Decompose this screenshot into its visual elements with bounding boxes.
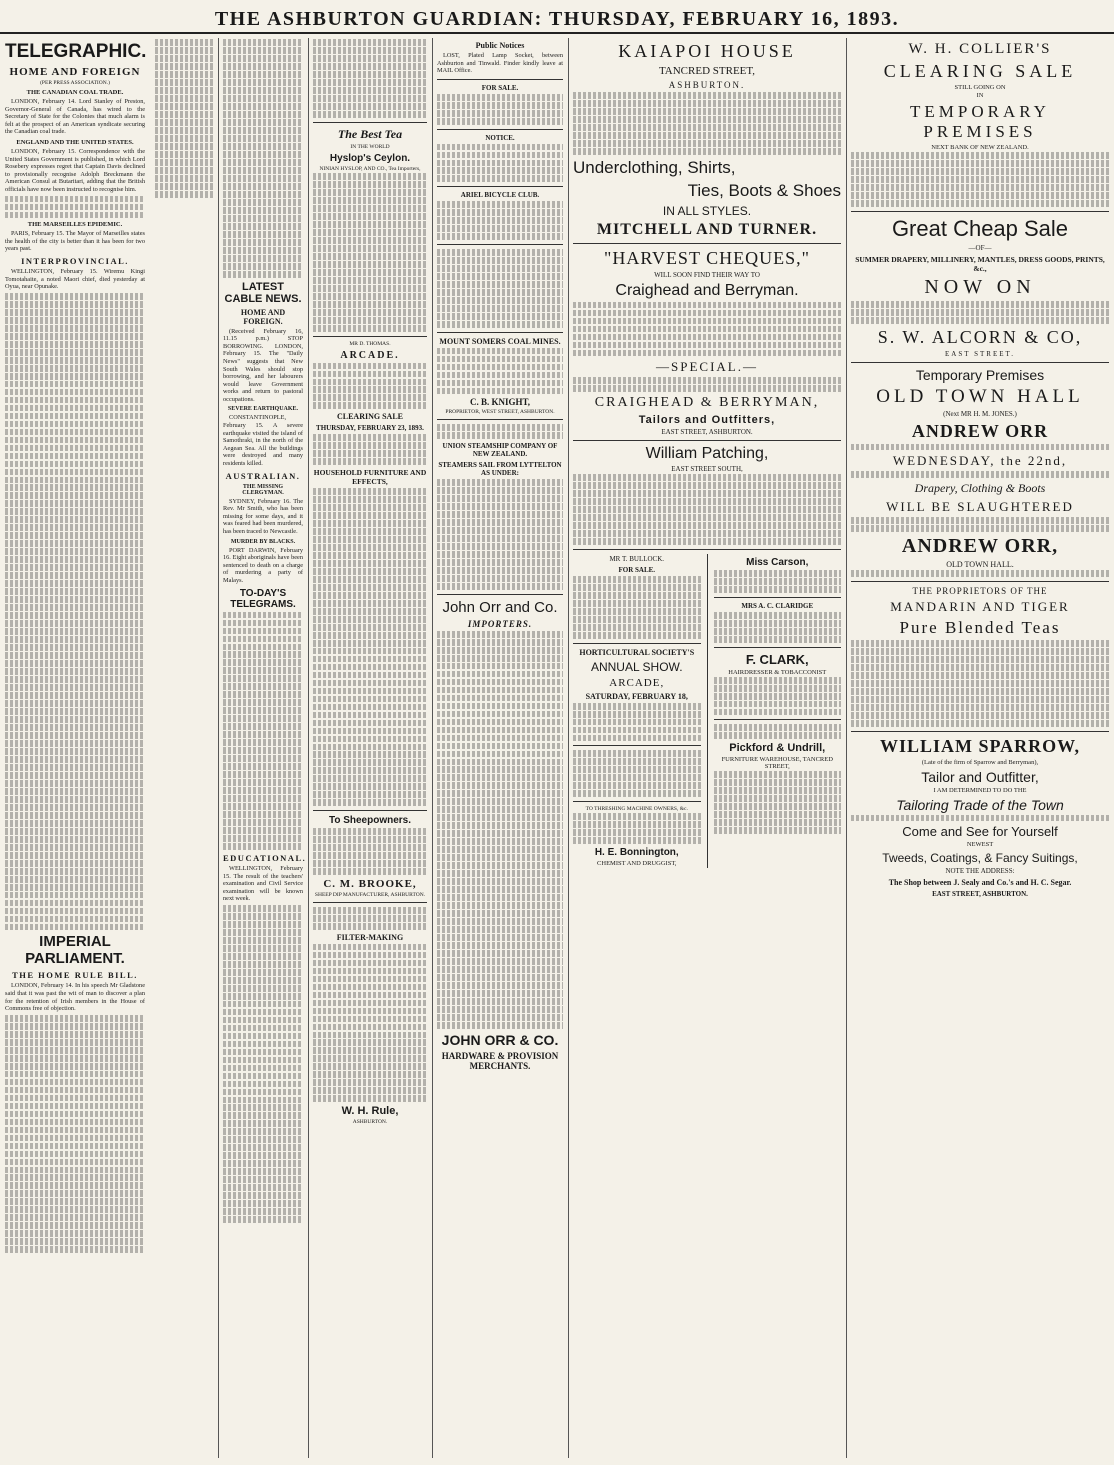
ad-heading: NOW ON: [924, 275, 1036, 298]
ad-heading: WEDNESDAY, the 22nd,: [892, 453, 1068, 469]
article-heading: IMPERIAL PARLIAMENT.: [25, 933, 125, 968]
article-heading: MURDER BY BLACKS.: [230, 538, 296, 545]
ad-heading: HOUSEHOLD FURNITURE AND EFFECTS,: [313, 468, 427, 486]
ad-heading: CRAIGHEAD & BERRYMAN,: [594, 395, 820, 411]
ad-line: PROPRIETOR, WEST STREET, ASHBURTON.: [445, 409, 555, 416]
section-subtitle: HOME AND FOREIGN.: [240, 307, 286, 326]
ad-line: I AM DETERMINED TO DO THE: [933, 786, 1027, 794]
section-title: TO-DAY'S TELEGRAMS.: [230, 587, 296, 610]
article-heading: AUSTRALIAN.: [225, 470, 301, 481]
ad-heading: John Orr and Co.: [442, 598, 558, 616]
article-heading: THE MARSEILLES EPIDEMIC.: [27, 221, 123, 229]
newspaper-title: THE ASHBURTON GUARDIAN: THURSDAY, FEBRUARY 16, 1893.: [214, 8, 900, 30]
ad-heading: To Sheepowners.: [328, 815, 412, 827]
article-heading: ENGLAND AND THE UNITED STATES.: [16, 138, 134, 146]
ad-line: NOTE THE ADDRESS:: [945, 867, 1015, 876]
ad-heading: ANDREW ORR: [911, 420, 1049, 441]
ad-heading: WILLIAM SPARROW,: [879, 735, 1081, 756]
notice-heading: FOR SALE.: [481, 83, 519, 92]
ad-line: EAST STREET, ASHBURTON.: [661, 428, 753, 437]
article-heading: THE MISSING CLERGYMAN.: [242, 483, 284, 496]
article-body: CONSTANTINOPLE, February 15. A severe earthquake visited the island of Samothraki, in the north of the Aegean Sea. All the buildings were destroyed and many residents killed.: [223, 414, 303, 468]
ad-heading: W. H. COLLIER'S: [908, 41, 1052, 57]
article-body: WELLINGTON, February 15. Wiremu Kingi Tomotahaite, a noted Maori chief, died yesterday at Oyua, near Opunake.: [5, 268, 145, 291]
ad-heading: FOR SALE.: [618, 566, 656, 575]
ad-heading: Pickford & Undrill,: [729, 742, 826, 755]
ad-line: (Next MR H. M. JONES.): [943, 409, 1017, 418]
ad-subheading: SUMMER DRAPERY, MILLINERY, MANTLES, DRESS GOODS, PRINTS, &c.,: [855, 254, 1105, 273]
ad-line: NEWEST: [966, 841, 994, 849]
article-body: (Received February 16, 11.15 p.m.) STOP BORROWING. LONDON, February 15. The "Daily News" suggests that New South Wales should stop borrowing, and her labourers would leave Government works and return to pastoral occupations.: [223, 327, 303, 403]
ad-heading: WILL BE SLAUGHTERED: [886, 499, 1074, 515]
article-heading: EDUCATIONAL.: [223, 852, 307, 863]
column-telegraphic: [0, 38, 150, 1458]
ad-date: SATURDAY, FEBRUARY 18,: [585, 691, 688, 701]
ad-heading: Craighead and Berryman.: [615, 281, 799, 299]
ad-line: The Shop between J. Sealy and Co.'s and H. C. Segar.: [888, 878, 1072, 888]
ad-line: OLD TOWN HALL.: [946, 560, 1014, 570]
ad-heading: Come and See for Yourself: [902, 824, 1058, 840]
ad-line: IN THE WORLD: [350, 143, 390, 150]
article-body: LONDON, February 14. In his speech Mr Gladstone said that it was past the wit of man to discover a plan for the retention of Irish members in the House of Commons free of objection.: [5, 982, 145, 1013]
masthead: [0, 0, 1114, 34]
ad-line: IN: [976, 92, 984, 99]
ad-line: STILL GOING ON: [954, 84, 1006, 91]
ad-subheading: IMPORTERS.: [467, 618, 533, 629]
column-public-notices: [432, 38, 568, 1458]
ad-heading: FILTER-MAKING: [336, 932, 404, 942]
ad-heading: S. W. ALCORN & CO,: [877, 326, 1083, 347]
ad-heading: Pure Blended Teas: [899, 618, 1061, 638]
ad-heading: MANDARIN AND TIGER: [890, 599, 1070, 615]
ad-line: ASHBURTON.: [668, 80, 746, 90]
ad-line: MR D. THOMAS.: [349, 340, 391, 347]
column-cable-news: [218, 38, 308, 1458]
ad-heading: H. E. Bonnington,: [594, 847, 679, 859]
press-credit: (PER PRESS ASSOCIATION.): [40, 80, 110, 86]
ad-date: THURSDAY, FEBRUARY 23, 1893.: [316, 424, 424, 433]
notice-heading: ARIEL BICYCLE CLUB.: [460, 191, 540, 200]
ad-heading: HORTICULTURAL SOCIETY'S: [579, 647, 695, 657]
ad-line: EAST STREET, ASHBURTON.: [932, 890, 1028, 899]
ad-heading: Miss Carson,: [746, 557, 809, 569]
ad-heading: Tailoring Trade of the Town: [896, 796, 1064, 813]
ad-heading: JOHN ORR & CO.: [441, 1031, 559, 1048]
article-heading: INTERPROVINCIAL.: [21, 256, 129, 267]
ad-heading: Ties, Boots & Shoes: [687, 180, 841, 200]
ad-heading: Great Cheap Sale: [891, 215, 1069, 241]
column-advertisements-2: [568, 38, 846, 1458]
notice-heading: NOTICE.: [485, 133, 515, 142]
notice-heading: MOUNT SOMERS COAL MINES.: [439, 336, 561, 346]
article-heading: SEVERE EARTHQUAKE.: [227, 406, 299, 413]
article-body: PORT DARWIN, February 16. Eight aboriginals have been sentenced to death on a charge of murdering a party of Malays.: [223, 546, 303, 584]
ad-line: CHEMIST AND DRUGGIST,: [597, 860, 677, 868]
ad-line: THE PROPRIETORS OF THE: [912, 586, 1048, 597]
ad-line: EAST STREET SOUTH,: [671, 465, 743, 474]
ad-subheading: HARDWARE & PROVISION MERCHANTS.: [441, 1050, 559, 1071]
ad-heading: Drapery, Clothing & Boots: [914, 481, 1046, 496]
ad-heading: Tweeds, Coatings, & Fancy Suitings,: [882, 851, 1078, 866]
ad-line: NEXT BANK OF NEW ZEALAND.: [931, 144, 1029, 151]
article-heading: THE HOME RULE BILL.: [12, 970, 138, 981]
section-title: LATEST CABLE NEWS.: [224, 280, 302, 305]
ad-heading: The Best Tea: [337, 126, 403, 141]
ad-heading: W. H. Rule,: [341, 1105, 399, 1118]
column-continued: [150, 38, 218, 1458]
column-advertisements-1: [308, 38, 432, 1458]
article-body: PARIS, February 15. The Mayor of Marseilles states the health of the city is better than it has been for two years past.: [5, 230, 145, 253]
article-body: WELLINGTON, February 15. The result of the teachers' examination and Civil Service examination will be known next week.: [223, 864, 303, 903]
ad-heading: CLEARING SALE: [336, 412, 403, 422]
ad-line: ASHBURTON.: [352, 1119, 388, 1126]
article-heading: THE CANADIAN COAL TRADE.: [26, 89, 124, 96]
ad-heading: ANNUAL SHOW.: [590, 659, 683, 674]
notice-body: LOST, Plated Lamp Socket, between Ashburton and Tinwald. Finder kindly leave at MAIL Office.: [437, 52, 563, 75]
ad-line: HAIRDRESSER & TOBACCONIST: [728, 668, 827, 676]
ad-heading: Temporary Premises: [915, 366, 1045, 383]
ad-line: FURNITURE WAREHOUSE, TANCRED STREET,: [721, 756, 833, 771]
ad-heading: C. M. BROOKE,: [323, 877, 417, 890]
ad-heading: ANDREW ORR,: [901, 535, 1059, 558]
column-advertisements-3: [846, 38, 1114, 1458]
ad-heading: UNION STEAMSHIP COMPANY OF NEW ZEALAND.: [442, 442, 558, 459]
ad-heading: F. CLARK,: [745, 651, 809, 667]
ad-heading: C. B. KNIGHT,: [469, 397, 531, 408]
ad-line: TANCRED STREET,: [658, 65, 756, 77]
ad-heading: MRS A. C. CLARIDGE: [741, 601, 814, 610]
ad-heading: ARCADE,: [609, 676, 665, 689]
ad-subheading: Tailors and Outfitters,: [638, 414, 776, 427]
article-body: SYDNEY, February 16. The Rev. Mr Smith, who has been missing for some days, and it was feared had been murdered, has been traced to Newcastle.: [223, 497, 303, 535]
ad-line: MR T. BULLOCK.: [609, 555, 665, 564]
ad-line: —OF—: [968, 243, 992, 252]
article-body: LONDON, February 14. Lord Stanley of Preston, Governor-General of Canada, has wired to the Secretary of State for the Colonies that much alarm is felt at the prospect of an American syndicate securing the Canadian coal trade.: [5, 98, 145, 136]
ad-line: IN ALL STYLES.: [662, 203, 752, 218]
ad-heading: OLD TOWN HALL: [876, 385, 1084, 407]
ad-line: WILL SOON FIND THEIR WAY TO: [654, 270, 760, 279]
ad-heading: MITCHELL AND TURNER.: [596, 220, 818, 238]
article-body: LONDON, February 15. Correspondence with the United States Government is published, in which Lord Rosebery expresses regret that Captain Davis declined to provisionally recognise Adolph Breckmann the American Consul at Butaritari, adding that the British officials have now been instructed to recognise him.: [5, 147, 145, 193]
ad-heading: —SPECIAL.—: [656, 359, 758, 375]
ad-brand: Hyslop's Ceylon.: [329, 152, 411, 164]
ad-heading: ARCADE.: [340, 349, 400, 361]
ad-line: SHEEP DIP MANUFACTURER, ASHBURTON.: [314, 891, 426, 898]
ad-heading: CLEARING SALE: [883, 61, 1077, 81]
ad-line: (Late of the firm of Sparrow and Berryman),: [921, 758, 1039, 766]
ad-line: EAST STREET.: [944, 349, 1016, 358]
ad-heading: William Patching,: [645, 445, 769, 463]
ad-line: NINIAN HYSLOP, AND CO., Tea Importers,: [319, 165, 421, 172]
ad-heading: Tailor and Outfitter,: [921, 768, 1039, 785]
ad-line: TO THRESHING MACHINE OWNERS, &c.: [585, 806, 688, 813]
ad-heading: "HARVEST CHEQUES,": [604, 247, 810, 268]
ad-heading: TEMPORARY PREMISES: [910, 102, 1050, 141]
section-title: TELEGRAPHIC.: [5, 41, 147, 62]
section-title: Public Notices: [475, 41, 525, 50]
ad-heading: STEAMERS SAIL FROM LYTTELTON AS UNDER:: [438, 461, 562, 478]
ad-heading: Underclothing, Shirts,: [573, 157, 736, 177]
section-subtitle: HOME AND FOREIGN: [9, 66, 141, 78]
ad-heading: KAIAPOI HOUSE: [618, 41, 796, 61]
